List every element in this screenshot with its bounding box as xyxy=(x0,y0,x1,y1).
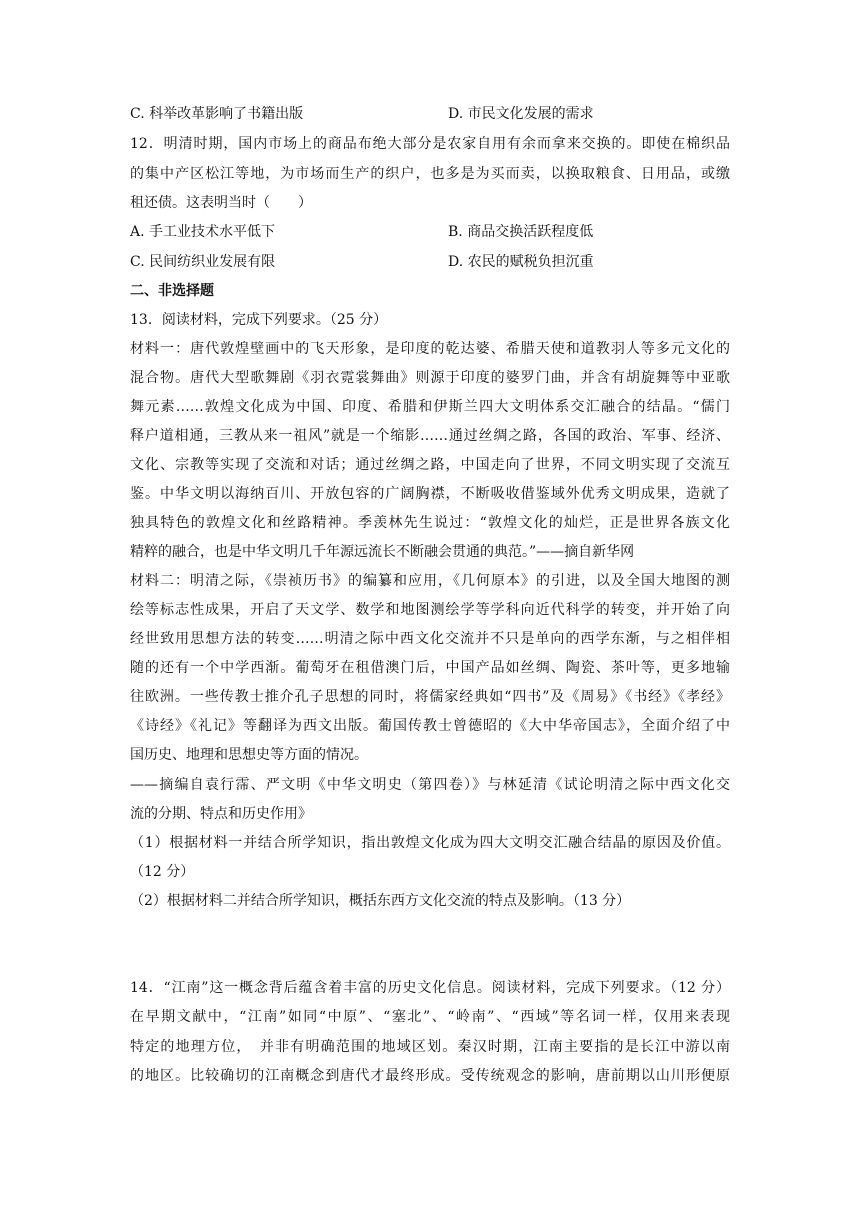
q13-material-2-line: 往欧洲。一些传教士推介孔子思想的同时，将儒家经典如“四书”及《周易》《书经》《孝经》 xyxy=(130,689,730,705)
q12-option-c: C. 民间纺织业发展有限 xyxy=(130,254,276,270)
q13-material-2-line: 国历史、地理和思想史等方面的情况。 xyxy=(130,747,368,763)
q12-option-b: B. 商品交换活跃程度低 xyxy=(448,224,594,240)
q13-source-line-1: ——摘编自袁行霈、严文明《中华文明史（第四卷）》与林延清《试论明清之际中西文化交 xyxy=(130,777,730,793)
q13-material-2-line: 材料二：明清之际，《崇祯历书》的编纂和应用，《几何原本》的引进，以及全国大地图的测 xyxy=(130,573,730,589)
q11-option-d: D. 市民文化发展的需求 xyxy=(448,106,594,122)
q13-material-2-line: 随的还有一个中学西渐。葡萄牙在租借澳门后，中国产品如丝绸、陶瓷、茶叶等，更多地输 xyxy=(130,660,730,676)
q13-subquestion-2: （2）根据材料二并结合所学知识，概括东西方文化交流的特点及影响。（13 分） xyxy=(130,893,631,909)
q13-source-line-2: 流的分期、特点和历史作用》 xyxy=(130,806,312,822)
q12-stem-line-3: 租还债。这表明当时（ ） xyxy=(130,195,312,211)
q13-material-1-line: 释户道相通，三教从来一祖风”就是一个缩影……通过丝绸之路，各国的政治、军事、经济、 xyxy=(130,428,730,444)
q14-intro: 14．“江南”这一概念背后蕴含着丰富的历史文化信息。阅读材料，完成下列要求。（12 分） xyxy=(130,980,730,996)
q13-material-1-line: 文化、宗教等实现了交流和对话；通过丝绸之路，中国走向了世界，不同文明实现了交流互 xyxy=(130,457,730,473)
q13-material-1-line: 舞元素……敦煌文化成为中国、印度、希腊和伊斯兰四大文明体系交汇融合的结晶。“儒门 xyxy=(130,399,730,415)
q13-material-1-line: 材料一：唐代敦煌壁画中的飞天形象，是印度的乾达婆、希腊天使和道教羽人等多元文化的 xyxy=(130,341,730,357)
q13-intro: 13．阅读材料，完成下列要求。（25 分） xyxy=(130,312,388,328)
q13-subquestion-1: （1）根据材料一并结合所学知识，指出敦煌文化成为四大文明交汇融合结晶的原因及价值。 xyxy=(130,835,730,851)
q13-material-1-line: 独具特色的敦煌文化和丝路精神。季羡林先生说过：“敦煌文化的灿烂，正是世界各族文化 xyxy=(130,515,730,531)
q13-material-1-line: 混合物。唐代大型歌舞剧《羽衣霓裳舞曲》则源于印度的婆罗门曲，并含有胡旋舞等中亚歌 xyxy=(130,370,730,386)
q11-option-c: C. 科举改革影响了书籍出版 xyxy=(130,106,304,122)
q13-material-1-line: 鉴。中华文明以海纳百川、开放包容的广阔胸襟，不断吸收借鉴域外优秀文明成果，造就了 xyxy=(130,486,730,502)
q12-option-d: D. 农民的赋税负担沉重 xyxy=(448,254,594,270)
q13-material-2-line: 《诗经》《礼记》等翻译为西文出版。葡国传教士曾德昭的《大中华帝国志》，全面介绍了中 xyxy=(130,718,730,734)
q13-material-2-line: 经世致用思想方法的转变……明清之际中西文化交流并不只是单向的西学东渐，与之相伴相 xyxy=(130,631,730,647)
q12-stem-line-1: 12．明清时期，国内市场上的商品布绝大部分是农家自用有余而拿来交换的。即使在棉织品 xyxy=(130,136,730,152)
section-title: 二、非选择题 xyxy=(130,283,214,299)
q13-material-1-line: 精粹的融合，也是中华文明几千年源远流长不断融会贯通的典范。”——摘自新华网 xyxy=(130,544,635,560)
q14-material-line: 的地区。比较确切的江南概念到唐代才最终形成。受传统观念的影响，唐前期以山川形便原 xyxy=(130,1068,730,1084)
q12-stem-line-2: 的集中产区松江等地，为市场而生产的织户，也多是为买而卖，以换取粮食、日用品，或缴 xyxy=(130,166,730,182)
q14-material-line: 在早期文献中，“江南”如同“中原”、“塞北”、“岭南”、“西域”等名词一样，仅用来表现 xyxy=(130,1009,730,1025)
q13-subquestion-1-score: （12 分） xyxy=(130,864,195,880)
q12-option-a: A. 手工业技术水平低下 xyxy=(130,224,276,240)
q13-material-2-line: 绘等标志性成果，开启了天文学、数学和地图测绘学等学科向近代科学的转变，并开始了向 xyxy=(130,602,730,618)
q14-material-line: 特定的地理方位， 并非有明确范围的地域区划。秦汉时期，江南主要指的是长江中游以南 xyxy=(130,1039,730,1055)
